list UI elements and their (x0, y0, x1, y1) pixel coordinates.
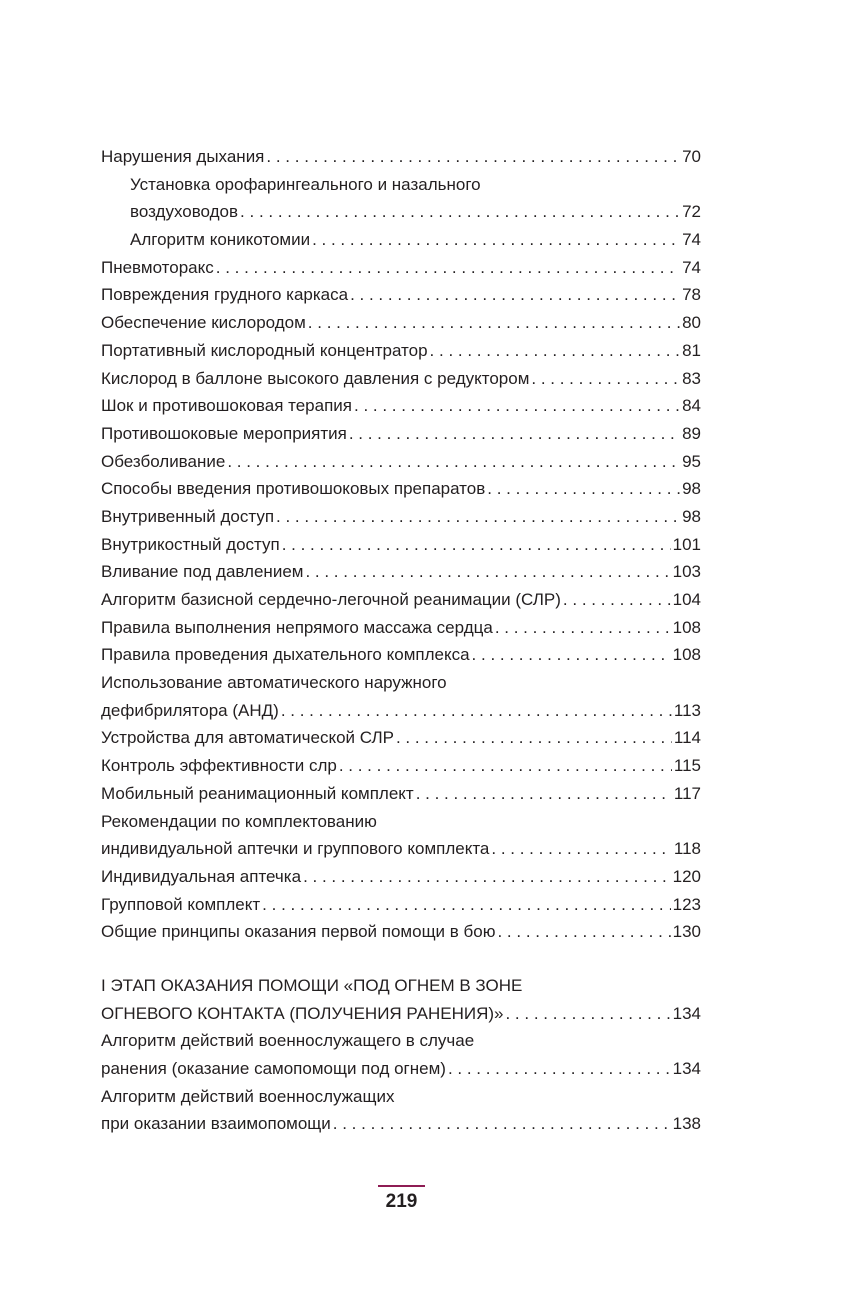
section-gap (101, 946, 701, 972)
dot-leader (491, 835, 672, 863)
toc-entry-page: 108 (672, 645, 701, 665)
toc-entry-title: Рекомендации по комплектованию (101, 811, 377, 831)
toc-entry-page: 138 (672, 1114, 701, 1134)
toc-entry-title: Портативный кислородный концентратор (101, 340, 428, 360)
toc-entry (101, 198, 701, 226)
toc-entry (101, 752, 701, 780)
dot-leader (333, 1110, 671, 1138)
toc-entry-page: 120 (672, 866, 701, 886)
dot-leader (227, 448, 680, 476)
toc-entry-title: Алгоритм действий военнослужащего в случае (101, 1031, 475, 1051)
toc-entry-title: Обеспечение кислородом (101, 313, 306, 333)
dot-leader (472, 641, 671, 669)
toc-entry-title: Способы введения противошоковых препаратов (101, 479, 486, 499)
dot-leader (240, 198, 680, 226)
dot-leader (308, 309, 680, 337)
toc-entry (101, 918, 701, 946)
toc-entry-title: воздуховодов (130, 202, 239, 222)
toc-entry (101, 1000, 701, 1028)
toc-entry-title: индивидуальной аптечки и группового комплекта (101, 839, 490, 859)
dot-leader (416, 780, 672, 808)
toc-entry (101, 614, 701, 642)
toc-entry-title: Алгоритм базисной сердечно-легочной реанимации (СЛР) (101, 590, 561, 609)
dot-leader (505, 1000, 670, 1028)
toc-entry (101, 558, 701, 586)
toc-entry-title: Внутривенный доступ (101, 506, 275, 526)
dot-leader (487, 475, 680, 503)
toc-entry (101, 808, 701, 836)
toc-section-stage-one (101, 972, 701, 1138)
toc-entry (101, 171, 701, 199)
dot-leader (262, 891, 670, 919)
toc-entry-page: 113 (673, 700, 701, 720)
dot-leader (430, 337, 681, 365)
toc-entry (101, 972, 701, 1000)
toc-entry (101, 281, 701, 309)
toc-entry-title: Правила выполнения непрямого массажа сердца (101, 617, 493, 637)
toc-entry-title: Алгоритм действий военнослужащих (101, 1086, 395, 1106)
toc-entry-title: Групповой комплект (101, 894, 261, 914)
toc-entry-title: Пневмоторакс (101, 257, 214, 277)
dot-leader (276, 503, 680, 531)
dot-leader (266, 143, 680, 171)
toc-entry (101, 724, 701, 752)
toc-entry (101, 337, 701, 365)
toc-entry (101, 309, 701, 337)
toc-entry (101, 448, 701, 476)
toc-entry (101, 669, 701, 697)
toc-entry-title: Обезболивание (101, 451, 226, 471)
toc-entry-page: 95 (682, 451, 701, 471)
toc-entry-title: ранения (оказание самопомощи под огнем) (101, 1059, 446, 1078)
toc-entry-page: 117 (673, 783, 701, 803)
toc-entry-page: 108 (672, 617, 701, 637)
toc-entry-page: 123 (672, 894, 701, 914)
toc-entry-title: Индивидуальная аптечка (101, 866, 302, 886)
toc-entry-title: I ЭТАП ОКАЗАНИЯ ПОМОЩИ «ПОД ОГНЕМ В ЗОНЕ (101, 975, 523, 995)
toc-entry-title: Контроль эффективности слр (101, 756, 337, 776)
toc-entry-page: 101 (672, 534, 701, 554)
dot-leader (448, 1055, 671, 1083)
toc-entry-title: Нарушения дыхания (101, 147, 265, 166)
table-of-contents (101, 143, 701, 1138)
toc-entry-page: 134 (672, 1059, 701, 1078)
toc-entry-page: 78 (682, 285, 701, 305)
toc-entry-page: 115 (673, 756, 701, 776)
dot-leader (281, 697, 672, 725)
toc-entry-page: 134 (672, 1003, 701, 1023)
toc-entry (101, 143, 701, 171)
toc-entry (101, 641, 701, 669)
toc-entry (101, 1027, 701, 1055)
toc-entry (101, 531, 701, 559)
toc-entry-page: 130 (672, 922, 701, 942)
toc-entry-page: 72 (682, 202, 701, 222)
toc-entry-page: 74 (682, 257, 701, 277)
toc-entry-page: 98 (682, 506, 701, 526)
toc-entry (101, 1110, 701, 1138)
dot-leader (312, 226, 680, 254)
toc-entry (101, 475, 701, 503)
toc-entry-page: 70 (682, 147, 701, 166)
dot-leader (350, 281, 680, 309)
toc-entry-title: Повреждения грудного каркаса (101, 285, 349, 305)
toc-entry-page: 84 (682, 396, 701, 416)
toc-entry (101, 835, 701, 863)
toc-entry (101, 780, 701, 808)
toc-entry-title: Шок и противошоковая терапия (101, 396, 352, 416)
footer-rule (378, 1185, 425, 1187)
toc-entry (101, 503, 701, 531)
toc-entry-page: 80 (682, 313, 701, 333)
toc-entry-title: Внутрикостный доступ (101, 534, 280, 554)
toc-section-first-aid (101, 143, 701, 946)
toc-entry-title: Мобильный реанимационный комплект (101, 783, 414, 803)
toc-entry (101, 254, 701, 282)
toc-entry (101, 863, 701, 891)
toc-entry-title: Кислород в баллоне высокого давления с редуктором (101, 368, 530, 388)
toc-entry (101, 1083, 701, 1111)
toc-entry-page: 81 (682, 340, 701, 360)
toc-entry (101, 891, 701, 919)
dot-leader (216, 254, 680, 282)
toc-entry-title: Устройства для автоматической СЛР (101, 728, 394, 748)
toc-entry (101, 420, 701, 448)
toc-entry (101, 365, 701, 393)
dot-leader (563, 586, 671, 614)
toc-entry-page: 118 (673, 839, 701, 859)
toc-entry-title: при оказании взаимопомощи (101, 1114, 331, 1134)
dot-leader (305, 558, 670, 586)
toc-entry (101, 226, 701, 254)
toc-entry-title: Алгоритм коникотомии (130, 230, 311, 250)
toc-entry-title: Правила проведения дыхательного комплекса (101, 645, 470, 665)
page-number: 219 (385, 1191, 418, 1212)
toc-entry-title: дефибрилятора (АНД) (101, 700, 279, 720)
toc-entry-page: 103 (672, 562, 701, 582)
toc-entry-title: Вливание под давлением (101, 562, 304, 582)
toc-entry (101, 392, 701, 420)
toc-entry-page: 114 (673, 728, 701, 748)
dot-leader (396, 724, 672, 752)
toc-entry-page: 104 (672, 590, 701, 609)
dot-leader (495, 614, 671, 642)
toc-entry-title: Общие принципы оказания первой помощи в бою (101, 922, 496, 942)
toc-entry-page: 74 (682, 230, 701, 250)
dot-leader (349, 420, 680, 448)
dot-leader (354, 392, 680, 420)
dot-leader (497, 918, 670, 946)
toc-entry-title: Установка орофарингеального и назального (130, 174, 481, 194)
toc-entry-title: Противошоковые мероприятия (101, 423, 347, 443)
toc-entry-page: 89 (682, 423, 701, 443)
toc-entry-title: Использование автоматического наружного (101, 673, 447, 693)
dot-leader (282, 531, 671, 559)
toc-entry (101, 1055, 701, 1083)
toc-entry-page: 98 (682, 479, 701, 499)
dot-leader (339, 752, 672, 780)
toc-entry-page: 83 (682, 368, 701, 388)
toc-entry-title: ОГНЕВОГО КОНТАКТА (ПОЛУЧЕНИЯ РАНЕНИЯ)» (101, 1003, 504, 1023)
dot-leader (303, 863, 671, 891)
dot-leader (531, 365, 680, 393)
toc-entry (101, 586, 701, 614)
toc-entry (101, 697, 701, 725)
